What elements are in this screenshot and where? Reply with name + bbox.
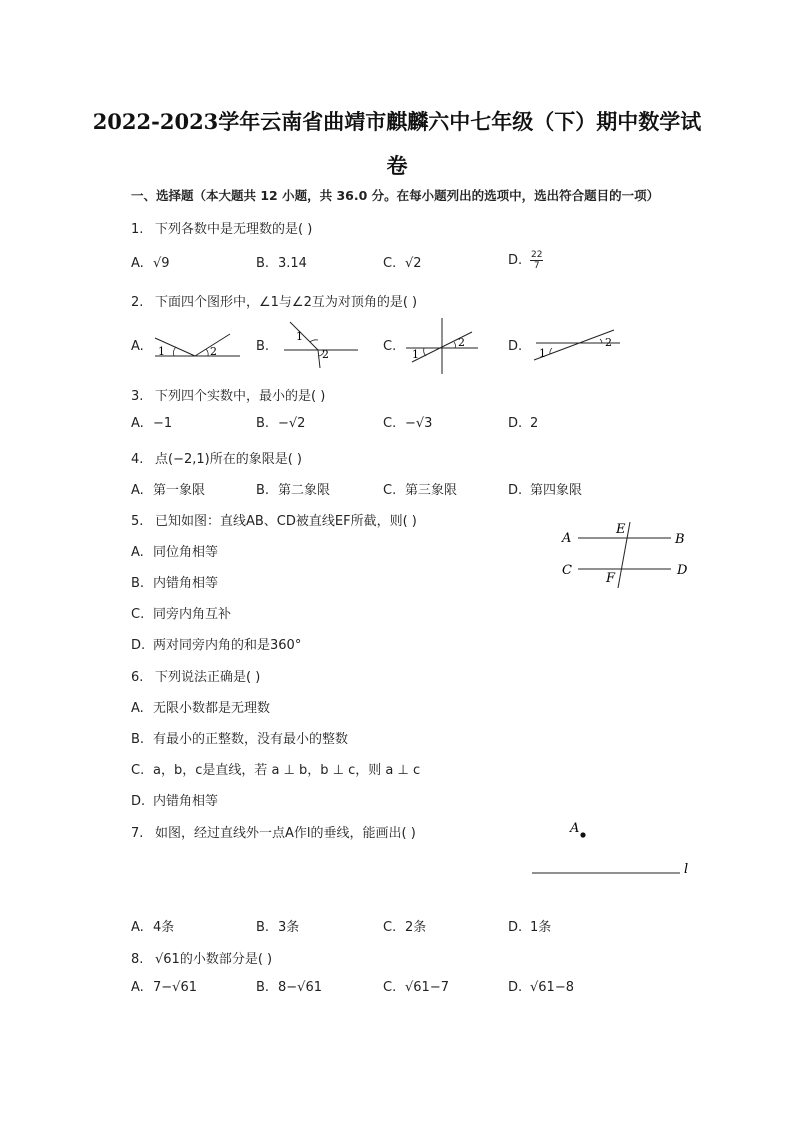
svg-text:A: A — [562, 531, 572, 546]
option-3b: B. −√2 — [256, 416, 306, 431]
option-2c-label: C. — [383, 339, 397, 354]
option-7a: A. 4条 — [131, 920, 175, 935]
question-5: 5. 已知如图：直线AB、CD被直线EF所截，则( ) — [131, 514, 417, 529]
figure-7 — [528, 816, 698, 882]
svg-text:2: 2 — [210, 345, 217, 358]
option-1b: B. 3.14 — [256, 256, 307, 271]
question-7: 7. 如图，经过直线外一点A作l的垂线，能画出( ) — [131, 826, 416, 841]
option-8b: B. 8−√61 — [256, 980, 322, 995]
page-title — [60, 100, 734, 188]
option-2d-label: D. — [508, 339, 523, 354]
svg-text:1: 1 — [412, 348, 419, 361]
svg-text:1: 1 — [539, 347, 546, 360]
question-number: 1. — [131, 222, 144, 237]
figure-2b — [278, 318, 363, 370]
svg-text:B: B — [675, 532, 685, 547]
option-5c: C. 同旁内角互补 — [131, 607, 232, 622]
option-4a: A. 第一象限 — [131, 483, 206, 498]
option-8d: D. √61−8 — [508, 980, 574, 995]
option-5b: B. 内错角相等 — [131, 576, 219, 591]
option-1c: C. √2 — [383, 256, 422, 271]
option-6b: B. 有最小的正整数，没有最小的整数 — [131, 732, 349, 747]
svg-text:l: l — [684, 862, 689, 877]
svg-text:2: 2 — [605, 336, 612, 349]
svg-text:1: 1 — [296, 330, 303, 343]
option-2b-label: B. — [256, 339, 270, 354]
question-4: 4. 点(−2,1)所在的象限是( ) — [131, 452, 302, 467]
question-1 — [131, 218, 312, 237]
title-line-2: 卷 — [386, 153, 408, 178]
svg-text:F: F — [606, 571, 616, 586]
question-8: 8. √61的小数部分是( ) — [131, 952, 273, 967]
figure-2a — [150, 328, 245, 364]
question-text: 下列各数中是无理数的是( ) — [155, 222, 313, 237]
option-3c: C. −√3 — [383, 416, 433, 431]
option-7b: B. 3条 — [256, 920, 300, 935]
option-5a: A. 同位角相等 — [131, 545, 219, 560]
svg-text:2: 2 — [458, 336, 465, 349]
option-5d: D. 两对同旁内角的和是360° — [131, 638, 302, 653]
option-1a: A. √9 — [131, 256, 170, 271]
svg-text:2: 2 — [322, 348, 329, 361]
option-4d: D. 第四象限 — [508, 483, 583, 498]
svg-text:A: A — [570, 821, 580, 836]
question-2: 2. 下面四个图形中，∠1与∠2互为对顶角的是( ) — [131, 295, 418, 310]
svg-text:D: D — [677, 563, 688, 578]
option-3a: A. −1 — [131, 416, 173, 431]
svg-text:1: 1 — [158, 345, 165, 358]
option-2a-label: A. — [131, 339, 144, 354]
section-heading: 一、选择题（本大题共 12 小题，共 36.0 分。在每小题列出的选项中，选出符合题目的一项） — [131, 188, 660, 203]
svg-text:C: C — [562, 563, 572, 578]
option-6d: D. 内错角相等 — [131, 794, 219, 809]
option-7d: D. 1条 — [508, 920, 552, 935]
option-7c: C. 2条 — [383, 920, 427, 935]
question-6: 6. 下列说法正确是( ) — [131, 670, 261, 685]
question-3: 3. 下列四个实数中，最小的是( ) — [131, 389, 326, 404]
figure-2c — [402, 316, 482, 376]
option-6a: A. 无限小数都是无理数 — [131, 701, 271, 716]
title-line-1: 2022-2023学年云南省曲靖市麒麟六中七年级（下）期中数学试 — [92, 109, 702, 134]
option-4c: C. 第三象限 — [383, 483, 458, 498]
option-1d: D. $\frac{22}{7}$ — [508, 250, 543, 271]
figure-2d — [530, 326, 625, 364]
option-8c: C. √61−7 — [383, 980, 449, 995]
option-4b: B. 第二象限 — [256, 483, 331, 498]
figure-5 — [556, 518, 696, 590]
option-6c: C. a，b，c是直线，若 a ⊥ b，b ⊥ c，则 a ⊥ c — [131, 763, 421, 778]
fraction: $\frac{22}{7}$ — [531, 250, 543, 271]
svg-text:E: E — [616, 522, 626, 537]
option-8a: A. 7−√61 — [131, 980, 197, 995]
option-3d: D. 2 — [508, 416, 539, 431]
